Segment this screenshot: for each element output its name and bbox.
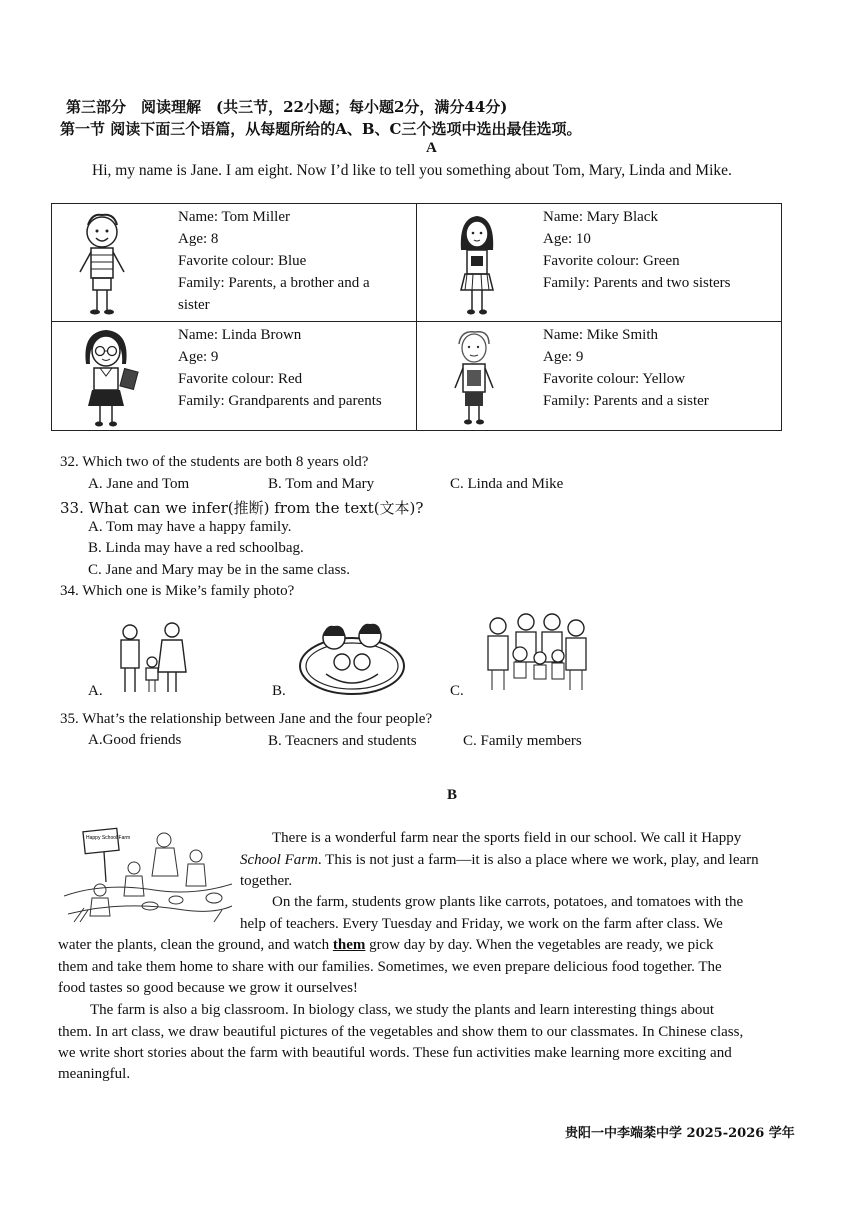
family-photo-a-icon	[112, 620, 192, 694]
q35-option-b: B. Teacners and students	[268, 733, 417, 749]
p1-line3: together.	[240, 873, 293, 889]
q32-option-a: A. Jane and Tom	[88, 476, 190, 492]
p2-line3-start: water the plants, clean the ground, and watch	[58, 937, 333, 953]
p3-line4: meaningful.	[58, 1066, 131, 1082]
card-mike	[417, 322, 782, 431]
q35-stem: 35. What’s the relationship between Jane and the four people?	[60, 711, 433, 727]
p3-line2: them. In art class, we draw beautiful pictures of the vegetables and show them to our classmates. In Chinese class,	[58, 1024, 744, 1040]
passage-a-letter: A	[426, 140, 437, 156]
p2-line3-end: grow day by day. When the vegetables are ready, we pick	[365, 937, 714, 953]
p2-line1: On the farm, students grow plants like carrots, potatoes, and tomatoes with the	[272, 894, 744, 910]
girl-linda-icon	[78, 326, 144, 428]
p1-line1: There is a wonderful farm near the sports field in our school. We call it Happy	[272, 830, 742, 846]
passage-b-letter: B	[447, 787, 458, 803]
family-photo-b-icon	[296, 612, 408, 698]
farm-sign-text: Happy School Farm	[86, 835, 131, 841]
mike-family: Family: Parents and a sister	[543, 393, 709, 409]
p3-line3: we write short stories about the farm with beautiful words. These fun activities make learning more exciting and	[58, 1045, 732, 1061]
q32-stem: 32. Which two of the students are both 8 years old?	[60, 454, 369, 470]
q33-option-c: C. Jane and Mary may be in the same class.	[88, 562, 351, 578]
student-info-table	[51, 203, 782, 431]
tom-name: Name: Tom Miller	[178, 209, 290, 225]
girl-mary-icon	[453, 210, 501, 318]
mary-colour: Favorite colour: Green	[543, 253, 680, 269]
q33-option-b: B. Linda may have a red schoolbag.	[88, 540, 304, 556]
linda-age: Age: 9	[178, 349, 219, 365]
q33-stem: 33. What can we infer(推断) from the text(文本)?	[60, 499, 424, 517]
mike-age: Age: 9	[543, 349, 584, 365]
mike-name: Name: Mike Smith	[543, 327, 658, 343]
tom-family-cont: sister	[178, 297, 210, 313]
q35-option-c: C. Family members	[463, 733, 582, 749]
linda-family: Family: Grandparents and parents	[178, 393, 382, 409]
q34-option-c: C.	[450, 683, 464, 699]
page-edge-mask	[810, 820, 867, 1090]
tom-colour: Favorite colour: Blue	[178, 253, 307, 269]
mary-age: Age: 10	[543, 231, 591, 247]
mary-family: Family: Parents and two sisters	[543, 275, 731, 291]
q32-option-b: B. Tom and Mary	[268, 476, 375, 492]
q35-option-a: A.Good friends	[88, 732, 182, 748]
p2-line3	[58, 935, 867, 957]
section-title: 第三部分 阅读理解 (共三节，22小题；每小题2分，满分44分)	[66, 98, 508, 116]
q32-option-c: C. Linda and Mike	[450, 476, 564, 492]
school-farm-illustration	[64, 826, 234, 926]
tom-family: Family: Parents, a brother and a	[178, 275, 370, 291]
boy-mike-icon	[447, 326, 501, 428]
p2-line2: help of teachers. Every Tuesday and Friday, we work on the farm after class. We	[240, 916, 723, 932]
family-photo-c-icon	[478, 612, 594, 694]
linda-name: Name: Linda Brown	[178, 327, 302, 343]
passage-a-intro: Hi, my name is Jane. I am eight. Now I’d like to tell you something about Tom, Mary, Linda and Mike.	[92, 162, 732, 179]
underlined-them: them	[332, 937, 366, 953]
card-linda	[52, 322, 417, 431]
card-tom	[52, 204, 417, 322]
farm-name: School Farm	[240, 852, 318, 868]
tom-age: Age: 8	[178, 231, 219, 247]
card-mary	[417, 204, 782, 322]
p1-line2-rest: . This is not just a farm—it is also a place where we work, play, and learn	[317, 852, 759, 868]
q34-option-a: A.	[88, 683, 103, 699]
q34-stem: 34. Which one is Mike’s family photo?	[60, 583, 295, 599]
instruction: 第一节 阅读下面三个语篇，从每题所给的A、B、C三个选项中选出最佳选项。	[60, 120, 582, 138]
p2-line4: them and take them home to share with our families. Sometimes, we even prepare delicious food together. The	[58, 959, 722, 975]
mike-colour: Favorite colour: Yellow	[543, 371, 686, 387]
p3-line1: The farm is also a big classroom. In biology class, we study the plants and learn interesting things about	[90, 1002, 715, 1018]
p2-line5: food tastes so good because we grow it ourselves!	[58, 980, 358, 996]
q34-option-b: B.	[272, 683, 286, 699]
footer-school: 贵阳一中李端棻中学 2025-2026 学年	[565, 1126, 795, 1141]
q33-option-a: A. Tom may have a happy family.	[88, 519, 292, 535]
p1-line2	[240, 850, 867, 872]
boy-tom-icon	[74, 210, 130, 318]
linda-colour: Favorite colour: Red	[178, 371, 303, 387]
mary-name: Name: Mary Black	[543, 209, 658, 225]
